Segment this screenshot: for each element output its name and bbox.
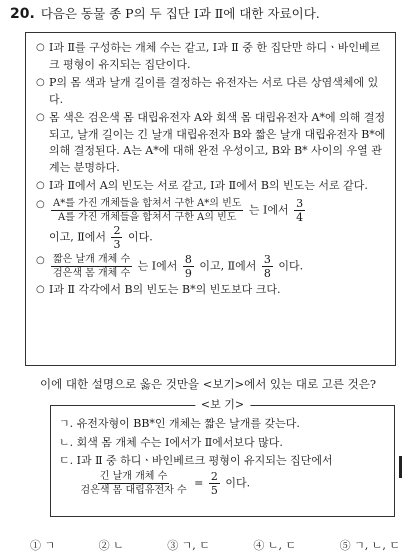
choice-4[interactable]: ④ ㄴ, ㄷ: [253, 539, 297, 552]
bullet-icon: ○: [36, 198, 45, 210]
question-prompt: 이에 대한 설명으로 옳은 것만을 <보기>에서 있는 대로 고른 것은?: [40, 377, 377, 391]
choice-1[interactable]: ① ㄱ: [30, 539, 56, 552]
data-item-text: Ⅰ과 Ⅱ를 구성하는 개체 수는 같고, Ⅰ과 Ⅱ 중 한 집단만 하디ㆍ바인베르크 평형이 유지되는 집단이다.: [49, 41, 381, 71]
choice-5[interactable]: ⑤ ㄱ, ㄴ, ㄷ: [339, 539, 400, 552]
bogi-box: [50, 398, 395, 517]
value-denominator: 3: [113, 237, 121, 251]
value-denominator: 5: [210, 483, 218, 497]
fraction-connector: 이고, Ⅱ에서: [199, 259, 257, 272]
bullet-icon: ○: [36, 254, 45, 266]
value-fraction-1: [294, 197, 305, 224]
value-numerator: 3: [263, 252, 271, 266]
bogi-item-a: ㄱ. 유전자형이 BB*인 개체는 짧은 날개를 갖는다.: [59, 417, 300, 430]
bullet-icon: ○: [36, 42, 45, 53]
value-fraction-1: [183, 253, 194, 280]
fraction-numerator: 짧은 날개 개체 수: [53, 253, 131, 265]
fraction-denominator: 검은색 몸 개체 수: [53, 267, 131, 279]
fraction-connector: 이고, Ⅱ에서: [49, 230, 106, 243]
bogi-title: <보 기>: [195, 397, 250, 413]
fraction-ending: 이다.: [225, 476, 251, 489]
value-numerator: 3: [296, 196, 304, 210]
fraction-connector: 는 Ⅰ에서: [248, 203, 289, 216]
bullet-icon: ○: [36, 283, 45, 295]
question-header: [10, 6, 406, 22]
data-box: [25, 32, 396, 366]
fraction-ending: 이다.: [278, 259, 304, 272]
data-item-1: [36, 40, 387, 73]
bogi-fraction: [79, 470, 189, 497]
bullet-icon: ○: [36, 180, 45, 191]
data-item-last: [36, 282, 387, 299]
value-fraction-2: [262, 253, 273, 280]
question-number: 20.: [10, 6, 35, 22]
question-text: 다음은 동물 종 P의 두 집단 Ⅰ과 Ⅱ에 대한 자료이다.: [40, 6, 320, 21]
value-denominator: 4: [296, 210, 304, 224]
data-item-text: 몸 색은 검은색 몸 대립유전자 A와 회색 몸 대립유전자 A*에 의해 결정되고, 날개 길이는 긴 날개 대립유전자 B와 짧은 날개 대립유전자 B*에 의해 결정된다. A는 A*에 대해 완전 우성이고, B와 B* 사이의 우열 관계는 분명하다.: [49, 111, 386, 174]
bogi-item-b: ㄴ. 회색 몸 개체 수는 Ⅰ에서가 Ⅱ에서보다 많다.: [59, 435, 283, 449]
data-item-4: [36, 178, 387, 195]
value-denominator: 9: [184, 266, 192, 280]
fraction-denominator: 검은색 몸 대립유전자 수: [80, 484, 187, 496]
bogi-item-c: [59, 453, 386, 497]
bullet-icon: ○: [36, 77, 45, 88]
frequency-ratio-fraction: [51, 197, 243, 224]
fraction-numerator: A*를 가진 개체들을 합쳐서 구한 A*의 빈도: [53, 197, 242, 209]
value-fraction-2: [111, 224, 122, 251]
margin-mark: [399, 456, 402, 478]
data-item-fraction-2: [36, 253, 387, 280]
fraction-ending: 이다.: [127, 230, 153, 243]
value-denominator: 8: [263, 266, 271, 280]
choice-3[interactable]: ③ ㄱ, ㄷ: [167, 539, 210, 552]
fraction-denominator: A를 가진 개체들을 합쳐서 구한 A의 빈도: [58, 211, 237, 223]
data-item-2: [36, 75, 387, 108]
bullet-icon: ○: [36, 112, 45, 123]
fraction-numerator: 긴 날개 개체 수: [99, 470, 168, 482]
value-numerator: 8: [184, 252, 192, 266]
data-item-text: Ⅰ과 Ⅱ 각각에서 B의 빈도는 B*의 빈도보다 크다.: [49, 282, 281, 296]
value-numerator: 2: [113, 223, 121, 237]
data-item-text: Ⅰ과 Ⅱ에서 A의 빈도는 서로 같고, Ⅰ과 Ⅱ에서 B의 빈도는 서로 같다.: [49, 179, 368, 192]
value-numerator: 2: [210, 469, 218, 483]
bogi-value-fraction: [209, 470, 220, 497]
equals-sign: =: [194, 476, 204, 489]
fraction-connector: 는 Ⅰ에서: [137, 259, 178, 272]
data-item-3: [36, 110, 387, 176]
data-item-text: P의 몸 색과 날개 길이를 결정하는 유전자는 서로 다른 상염색체에 있다.: [49, 76, 379, 106]
bogi-item-c-text: ㄷ. Ⅰ과 Ⅱ 중 하디ㆍ바인베르크 평형이 유지되는 집단에서: [59, 454, 333, 467]
data-item-fraction-1: [36, 197, 387, 251]
choice-2[interactable]: ② ㄴ: [98, 539, 124, 552]
count-ratio-fraction: [51, 253, 132, 280]
answer-choices: [30, 537, 400, 553]
